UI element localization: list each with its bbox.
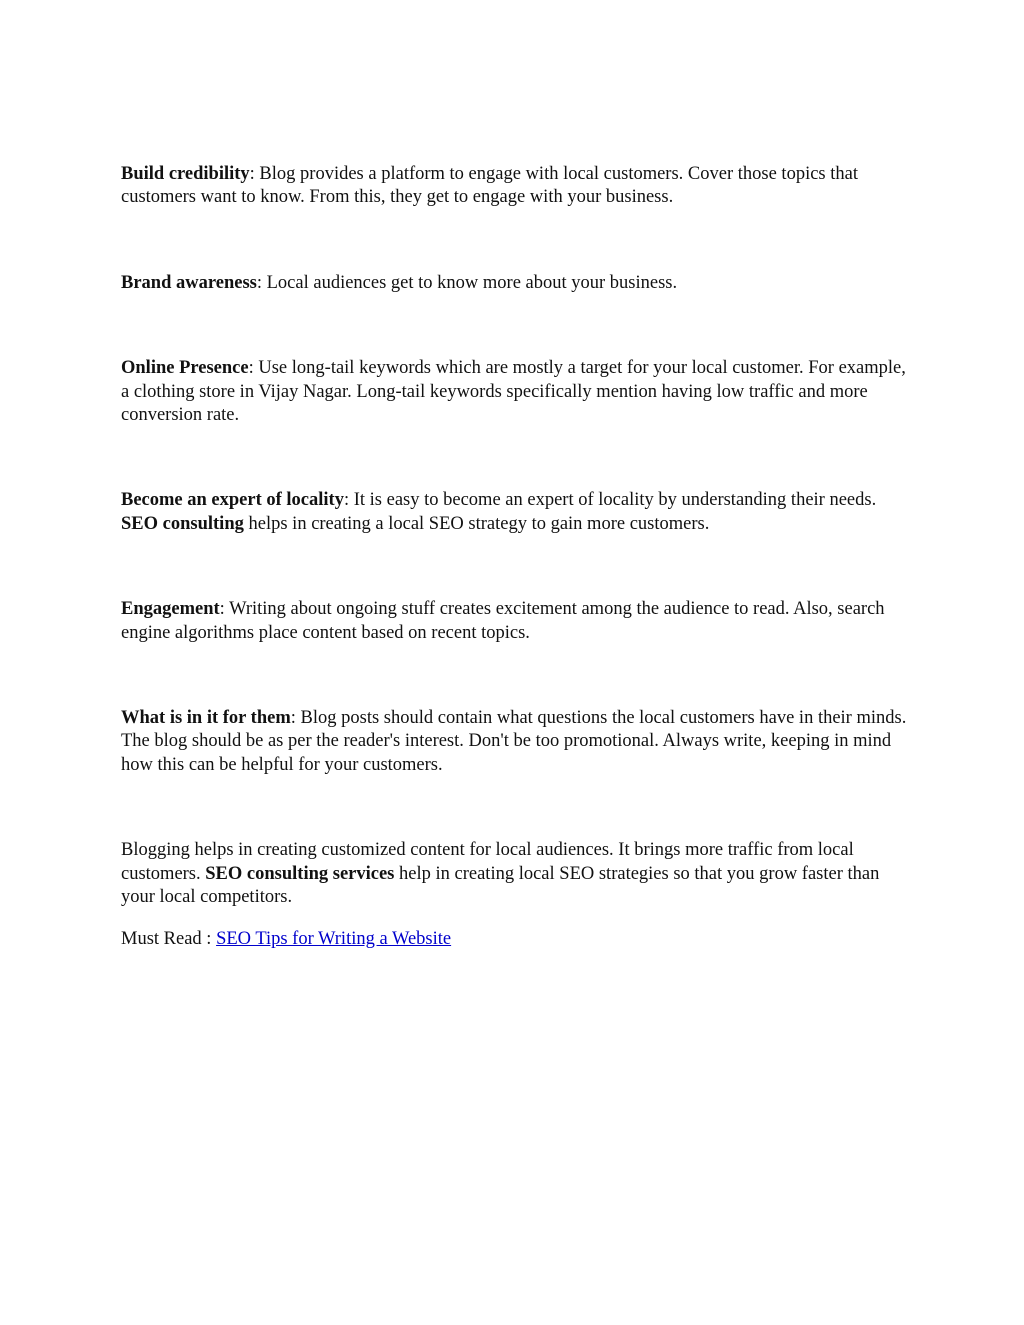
text-what-is-in-it: : Blog posts should contain what questions the local customers have in their minds. The blog should be as per the reader's interest. Don't be too promotional. Always write, keeping in mind how this can be helpful for your customers. xyxy=(121,708,907,775)
paragraph-expert-of-locality xyxy=(121,489,911,536)
paragraph-online-presence xyxy=(121,357,911,427)
seo-tips-link[interactable]: SEO Tips for Writing a Website xyxy=(216,928,452,949)
text-build-credibility: : Blog provides a platform to engage with local customers. Cover those topics that customers want to know. From this, they get to engage with your business. xyxy=(121,164,858,208)
heading-engagement: Engagement xyxy=(121,599,220,620)
paragraph-build-credibility xyxy=(121,163,911,210)
text-online-presence: : Use long-tail keywords which are mostly a target for your local customer. For example, a clothing store in Vijay Nagar. Long-tail keywords specifically mention having low traffic and more conversion rate. xyxy=(121,358,906,426)
must-read-line xyxy=(121,928,911,951)
text-blogging-after: help in creating local SEO strategies so that you grow faster than your local competitors. xyxy=(121,863,880,908)
text-brand-awareness: : Local audiences get to know more about your business. xyxy=(256,272,678,293)
heading-online-presence: Online Presence xyxy=(121,358,249,379)
bold-seo-consulting: SEO consulting xyxy=(121,513,244,534)
heading-build-credibility: Build credibility xyxy=(121,164,250,184)
must-read-label: Must Read : xyxy=(121,928,217,949)
document-page xyxy=(121,163,911,951)
paragraph-what-is-in-it xyxy=(121,707,911,777)
text-engagement: : Writing about ongoing stuff creates excitement among the audience to read. Also, search engine algorithms place content based on recent topics. xyxy=(121,599,885,643)
text-blogging-before: Blogging helps in creating customized content for local audiences. It brings more traffic from local customers. xyxy=(121,840,854,884)
paragraph-engagement xyxy=(121,598,911,645)
text-expert-of-locality-before: : It is easy to become an expert of locality by understanding their needs. xyxy=(343,490,877,511)
heading-what-is-in-it: What is in it for them xyxy=(121,708,291,729)
heading-brand-awareness: Brand awareness xyxy=(121,272,257,293)
paragraph-brand-awareness xyxy=(121,272,911,295)
bold-seo-consulting-services: SEO consulting services xyxy=(205,863,395,884)
heading-expert-of-locality: Become an expert of locality xyxy=(121,490,344,511)
paragraph-blogging-summary xyxy=(121,839,911,909)
text-expert-of-locality-after: helps in creating a local SEO strategy to gain more customers. xyxy=(243,513,710,534)
